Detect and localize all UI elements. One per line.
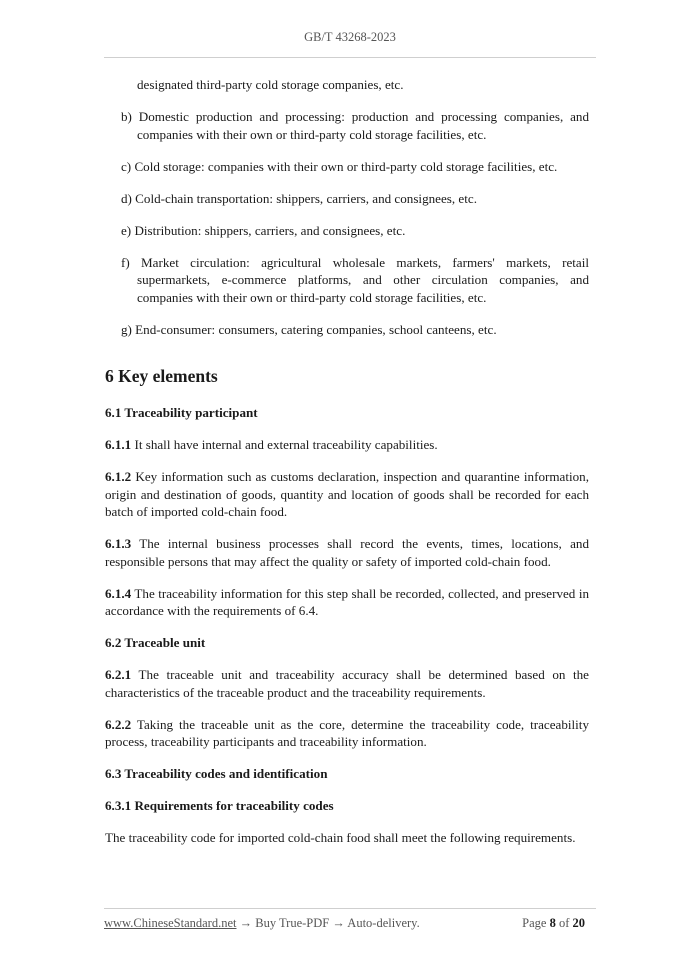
clause-text: Taking the traceable unit as the core, determine the traceability code, traceability process, traceability participants and traceability information. <box>105 716 589 749</box>
clause-6-1-4 <box>105 585 589 620</box>
list-item-c: c) Cold storage: companies with their own or third-party cold storage facilities, etc. <box>121 158 558 174</box>
of-label: of <box>555 916 573 930</box>
website-link[interactable]: www.ChineseStandard.net <box>104 916 237 930</box>
clause-number: 6.2.2 <box>105 716 132 732</box>
page-label: Page <box>522 916 550 930</box>
clause-6-1-2 <box>105 468 589 521</box>
list-item-a-continued: designated third-party cold storage companies, etc. <box>137 77 404 92</box>
clause-number: 6.1.4 <box>105 585 132 601</box>
clause-text: It shall have internal and external traceability capabilities. <box>131 437 438 452</box>
clause-text: The traceable unit and traceability accuracy shall be determined based on the characteristics of the traceable product and the traceability requirements. <box>105 667 589 700</box>
buy-pdf-link[interactable]: Buy True-PDF <box>252 916 333 930</box>
clause-6-2-1 <box>105 666 589 701</box>
list-item-d: d) Cold-chain transportation: shippers, carriers, and consignees, etc. <box>121 190 477 206</box>
list-item-b: b) Domestic production and processing: production and processing companies, and companies with their own or third-party cold storage facilities, etc. <box>121 109 589 142</box>
page-number: 8 <box>549 916 556 930</box>
page-indicator <box>522 916 585 931</box>
list-item-g: g) End-consumer: consumers, catering companies, school canteens, etc. <box>121 321 497 337</box>
clause-number: 6.2.1 <box>105 667 132 682</box>
list-item-e: e) Distribution: shippers, carriers, and consignees, etc. <box>121 222 406 238</box>
arrow-icon: → <box>239 916 253 930</box>
clause-6-2-2 <box>105 716 589 751</box>
section-6-2-heading: 6.2 Traceable unit <box>105 635 206 650</box>
footer-links <box>104 916 420 931</box>
clause-number: 6.1.1 <box>105 437 132 452</box>
list-item-f: f) Market circulation: agricultural wholesale markets, farmers' markets, retail supermarkets, e-commerce platforms, and other circulation companies, and companies with their own or third-party cold storage facilities, etc. <box>121 254 589 305</box>
clause-text: The traceability information for this step shall be recorded, collected, and preserved in accordance with the requirements of 6.4. <box>105 585 589 618</box>
auto-delivery-text: Auto-delivery. <box>344 916 420 930</box>
clause-number: 6.1.2 <box>105 469 132 484</box>
footer-divider <box>104 908 596 909</box>
document-header: GB/T 43268-2023 <box>304 30 396 44</box>
clause-text: Key information such as customs declaration, inspection and quarantine information, origin and destination of goods, quantity and location of goods shall be recorded for each batch of imported cold-chain food. <box>105 469 589 519</box>
clause-6-3-1-text: The traceability code for imported cold-chain food shall meet the following requirements. <box>105 830 576 845</box>
page-total: 20 <box>572 916 585 930</box>
section-6-1-heading: 6.1 Traceability participant <box>105 405 258 420</box>
section-6-heading: 6 Key elements <box>105 366 218 386</box>
section-6-3-heading: 6.3 Traceability codes and identification <box>105 766 328 781</box>
section-6-3-1-heading: 6.3.1 Requirements for traceability codes <box>105 798 334 813</box>
clause-6-1-1 <box>105 436 589 454</box>
clause-text: The internal business processes shall record the events, times, locations, and responsible persons that may affect the quality or safety of imported cold-chain food. <box>105 536 589 569</box>
header-divider <box>104 57 596 58</box>
clause-number: 6.1.3 <box>105 536 132 551</box>
arrow-icon: → <box>332 916 345 930</box>
clause-6-1-3 <box>105 535 589 570</box>
page-content <box>105 76 589 861</box>
